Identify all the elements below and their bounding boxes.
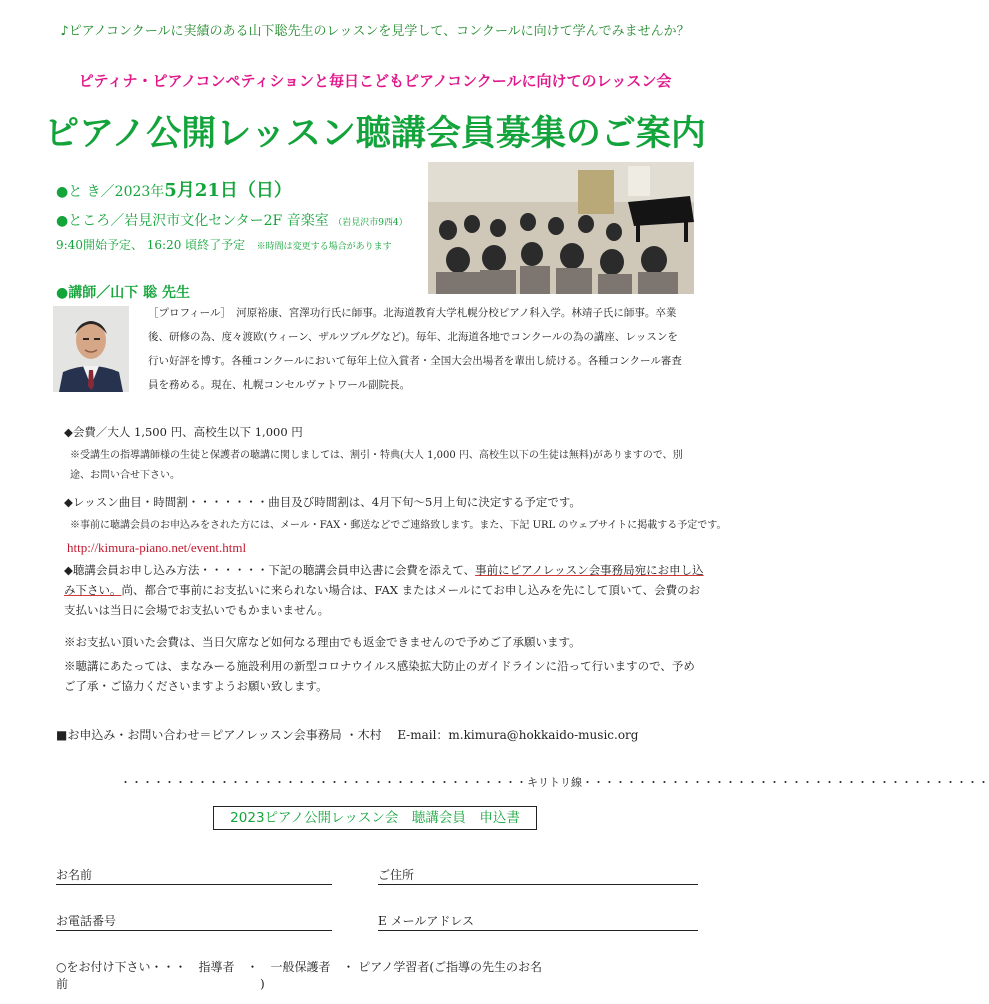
apply-line-a: ◆聴講会員お申し込み方法・・・・・・下記の聴講会員申込書に会費を添えて、 (64, 563, 476, 577)
phone-label: お電話番号 (56, 914, 117, 928)
top-banner: ♪ピアノコンクールに実績のある山下聡先生のレッスンを見学して、コンクールに向けて学んでみませんか？ (60, 24, 690, 39)
date-label: ●と き／2023年 (56, 184, 165, 200)
form-title: 2023ピアノ公開レッスン会 聴講会員 申込書 (213, 806, 537, 830)
phone-field[interactable] (56, 912, 332, 931)
schedule-line: ◆レッスン曲目・時間割・・・・・・・曲目及び時間割は、4月下旬〜5月上旬に決定する予定です。 (64, 495, 581, 509)
fees-note: ※受講生の指導講師様の生徒と保護者の聴講に関しましては、割引・特典(大人 1,000 円、高校生以下の生徒は無料)がありますので、別途、お問い合せ下さい。 (70, 450, 683, 481)
role-field[interactable] (56, 958, 676, 991)
time-text: 9:40開始予定、 16:20 頃終了予定 (56, 238, 246, 252)
date-value: 5月21日（日） (164, 180, 292, 201)
refund-note: ※お支払い頂いた会費は、当日欠席など如何なる理由でも返金できませんので予めご了承願います。 (64, 635, 581, 649)
name-field[interactable] (56, 866, 332, 885)
cut-line: ・・・・・・・・・・・・・・・・・・・・・・・・・・・・・・・・・・・・・キリトリ線・・・・・・・・・・・・・・・・・・・・・・・・・・・・・・・・・・・・・ (120, 776, 989, 789)
apply-line-b: 事前にピアノレッスン会事務局宛にお申し込み下さい。 (64, 563, 704, 597)
address-field[interactable] (378, 866, 698, 885)
event-place (56, 210, 408, 230)
event-time (56, 236, 392, 253)
covid-note: ※聴講にあたっては、まなみーる施設利用の新型コロナウイルス感染拡大防止のガイドラインに沿って行いますので、予めご了承・ご協力くださいますようお願い致します。 (64, 659, 695, 693)
event-date (56, 176, 292, 202)
email-label: E メールアドレス (378, 914, 474, 928)
event-url-link[interactable]: http://kimura-piano.net/event.html (67, 540, 247, 555)
fees-line: ◆会費／大人 1,500 円、高校生以下 1,000 円 (64, 425, 303, 439)
email-field[interactable] (378, 912, 698, 931)
subtitle: ピティナ・ピアノコンペティションと毎日こどもピアノコンクールに向けてのレッスン会 (78, 72, 672, 90)
role-label: ○をお付け下さい・・・ 指導者 ・ 一般保護者 ・ ピアノ学習者(ご指導の先生のお名前 ) (56, 960, 543, 991)
apply-line-c: 尚、都合で事前にお支払いに来られない場合は、FAX またはメールにてお申し込みを先にして頂いて、会費のお支払いは当日に会場でお支払いでもかまいません。 (64, 583, 701, 617)
address-label: ご住所 (378, 868, 415, 882)
schedule-note: ※事前に聴講会員のお申込みをされた方には、メール・FAX・郵送などでご連絡致します。また、下記 URL のウェブサイトに掲載する予定です。 (70, 520, 727, 531)
time-note: ※時間は変更する場合があります (256, 242, 392, 252)
place-note: （岩見沢市9西4） (333, 218, 408, 228)
lecturer-profile: ［プロフィール］ 河原裕康、宮澤功行氏に師事。北海道教育大学札幌分校ピアノ科入学。林靖子氏に師事。卒業後、研修の為、度々渡欧(ウィーン、ザルツブルグなど)。毎年、北海道各地でコンクールの為の講座、レッスンを行い好評を博す。各種コンクールにおいて毎年上位入賞者・全国大会出場者を輩出し続ける。各種コンクール審査員を務める。現在、札幌コンセルヴァトワール副院長。 (148, 307, 682, 391)
contact-info: ■お申込み・お問い合わせ＝ピアノレッスン会事務局 ・木村 E‐mail：m.kimura@hokkaido‐music.org (56, 728, 639, 742)
apply-method (64, 560, 704, 620)
place-label: ●ところ／岩見沢市文化センター2F 音楽室 (56, 213, 329, 229)
page-title: ピアノ公開レッスン聴講会員募集のご案内 (44, 114, 706, 154)
lecturer-heading: ●講師／山下 聡 先生 (56, 285, 190, 301)
name-label: お名前 (56, 868, 93, 882)
lesson-room-photo (428, 162, 694, 294)
lecturer-portrait (53, 306, 129, 392)
